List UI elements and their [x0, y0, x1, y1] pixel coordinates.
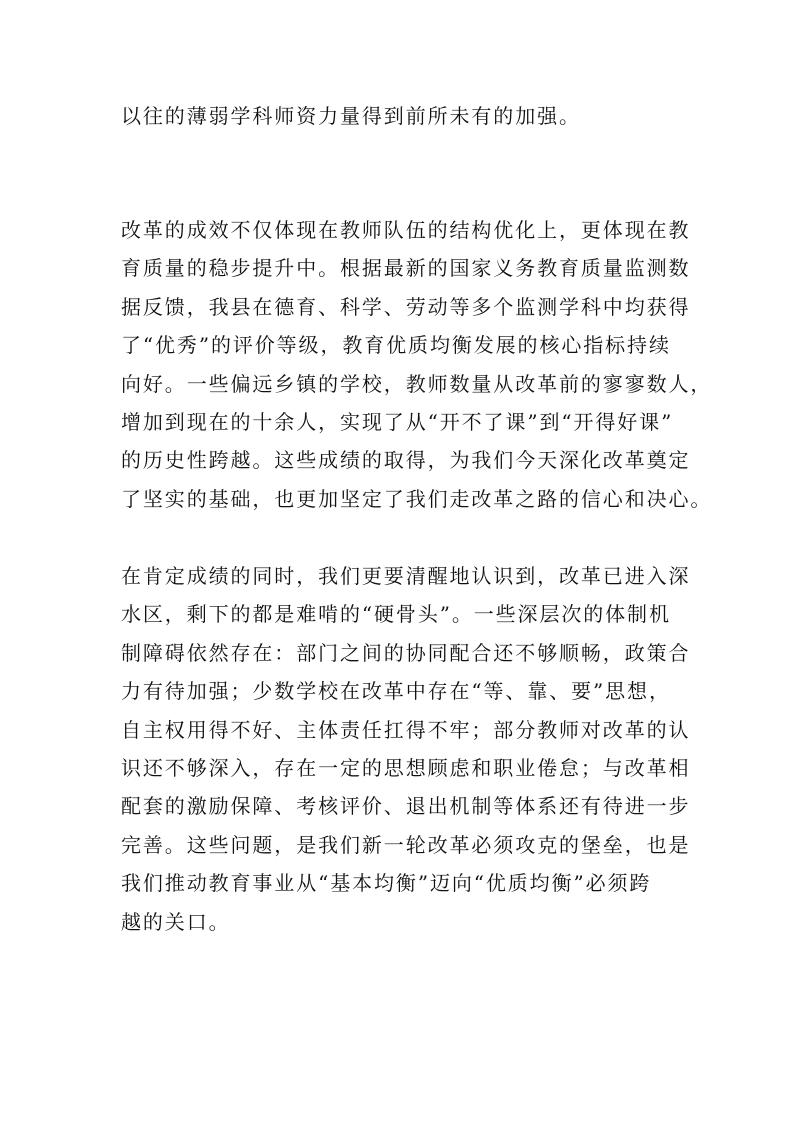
text-line: 了“优秀”的评价等级，教育优质均衡发展的核心指标持续: [121, 333, 671, 358]
text-line: 越的关口。: [121, 909, 231, 934]
paragraph-reform-results: [121, 211, 712, 518]
text-line: 了坚实的基础，也更加坚定了我们走改革之路的信心和决心。: [121, 486, 713, 511]
paragraph-reform-challenges: [121, 557, 690, 941]
text-line: 的历史性跨越。这些成绩的取得，为我们今天深化改革奠定: [121, 448, 691, 473]
text-line: 自主权用得不好、主体责任扛得不牢；部分教师对改革的认: [121, 717, 691, 742]
text-line: 在肯定成绩的同时，我们更要清醒地认识到，改革已进入深: [121, 564, 691, 588]
text-line: 我们推动教育事业从“基本均衡”迈向“优质均衡”必须跨: [121, 871, 652, 896]
text-line: 力有待加强；少数学校在改革中存在“等、靠、要”思想，: [121, 679, 671, 704]
text-line: 育质量的稳步提升中。根据最新的国家义务教育质量监测数: [121, 256, 691, 281]
text-line: 水区，剩下的都是难啃的“硬骨头”。一些深层次的体制机: [121, 602, 671, 627]
text-line: 完善。这些问题，是我们新一轮改革必须攻克的堡垒，也是: [121, 832, 691, 857]
text-line: 制障碍依然存在：部门之间的协同配合还不够顺畅，政策合: [121, 640, 691, 665]
text-line: 识还不够深入，存在一定的思想顾虑和职业倦怠；与改革相: [121, 755, 691, 780]
text-line: 据反馈，我县在德育、科学、劳动等多个监测学科中均获得: [121, 294, 691, 319]
text-line: 向好。一些偏远乡镇的学校，教师数量从改革前的寥寥数人，: [121, 371, 713, 396]
text-line: 改革的成效不仅体现在教师队伍的结构优化上，更体现在教: [121, 218, 691, 242]
text-line: 增加到现在的十余人，实现了从“开不了课”到“开得好课”: [121, 409, 674, 434]
paragraph-teacher-strength: [121, 97, 581, 135]
text-line: 配套的激励保障、考核评价、退出机制等体系还有待进一步: [121, 794, 691, 819]
text-line: 以往的薄弱学科师资力量得到前所未有的加强。: [121, 104, 581, 128]
